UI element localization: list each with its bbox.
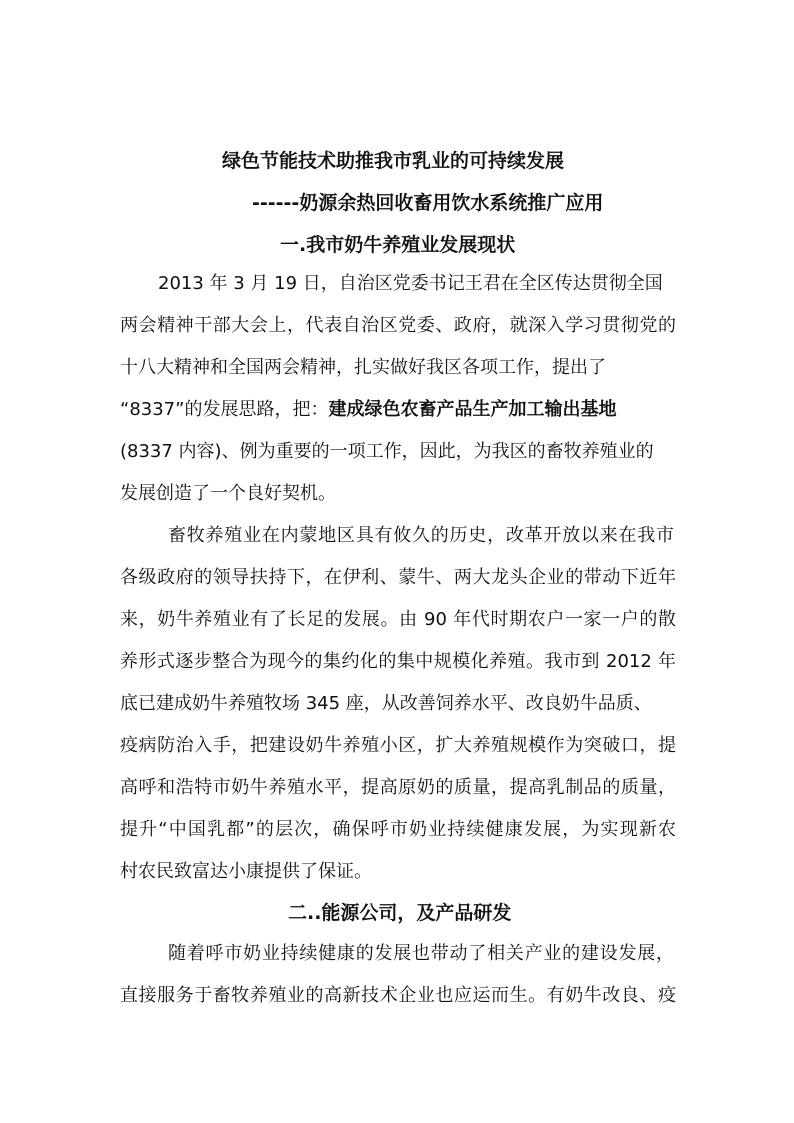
- document-subtitle: ------奶源余热回收畜用饮水系统推广应用: [252, 192, 604, 214]
- paragraph-1-line-2: 两会精神干部大会上，代表自治区党委、政府，就深入学习贯彻党的: [120, 315, 676, 336]
- paragraph-2-line-8: 提升“中国乳都”的层次，确保呼市奶业持续健康发展，为实现新农: [120, 819, 676, 840]
- paragraph-1-line-1: 2013 年 3 月 19 日，自治区党委书记王君在全区传达贯彻全国: [158, 273, 663, 294]
- paragraph-2-line-4: 养形式逐步整合为现今的集约化的集中规模化养殖。我市到 2012 年: [120, 651, 676, 672]
- paragraph-2-line-1: 畜牧养殖业在内蒙地区具有攸久的历史，改革开放以来在我市: [168, 525, 674, 546]
- section-heading-1: 一.我市奶牛养殖业发展现状: [280, 234, 516, 256]
- paragraph-2-line-5: 底已建成奶牛养殖牧场 345 座，从改善饲养水平、改良奶牛品质、: [120, 693, 652, 714]
- paragraph-2-line-3: 来，奶牛养殖业有了长足的发展。由 90 年代时期农户一家一户的散: [120, 609, 676, 630]
- paragraph-1-line-6: 发展创造了一个良好契机。: [120, 483, 336, 504]
- paragraph-2-line-7: 高呼和浩特市奶牛养殖水平，提高原奶的质量，提高乳制品的质量，: [120, 777, 676, 798]
- paragraph-1-line-4-text: “8337”的发展思路，把：: [120, 399, 329, 420]
- paragraph-3-line-1: 随着呼市奶业持续健康的发展也带动了相关产业的建设发展，: [168, 943, 674, 964]
- section-heading-2: 二..能源公司，及产品研发: [288, 902, 512, 924]
- paragraph-2-line-9: 村农民致富达小康提供了保证。: [120, 861, 372, 882]
- paragraph-2-line-2: 各级政府的领导扶持下，在伊利、蒙牛、两大龙头企业的带动下近年: [120, 567, 676, 588]
- paragraph-1-line-4: [120, 400, 676, 420]
- paragraph-1-line-3: 十八大精神和全国两会精神，扎实做好我区各项工作，提出了: [120, 357, 606, 378]
- paragraph-3-line-2: 直接服务于畜牧养殖业的高新技术企业也应运而生。有奶牛改良、疫: [120, 985, 676, 1006]
- paragraph-1-line-5: (8337 内容)、例为重要的一项工作，因此，为我区的畜牧养殖业的: [120, 441, 654, 462]
- document-title: 绿色节能技术助推我市乳业的可持续发展: [222, 150, 565, 172]
- paragraph-1-line-4-emphasis: 建成绿色农畜产品生产加工输出基地: [328, 399, 617, 420]
- paragraph-2-line-6: 疫病防治入手，把建设奶牛养殖小区，扩大养殖规模作为突破口，提: [120, 735, 676, 756]
